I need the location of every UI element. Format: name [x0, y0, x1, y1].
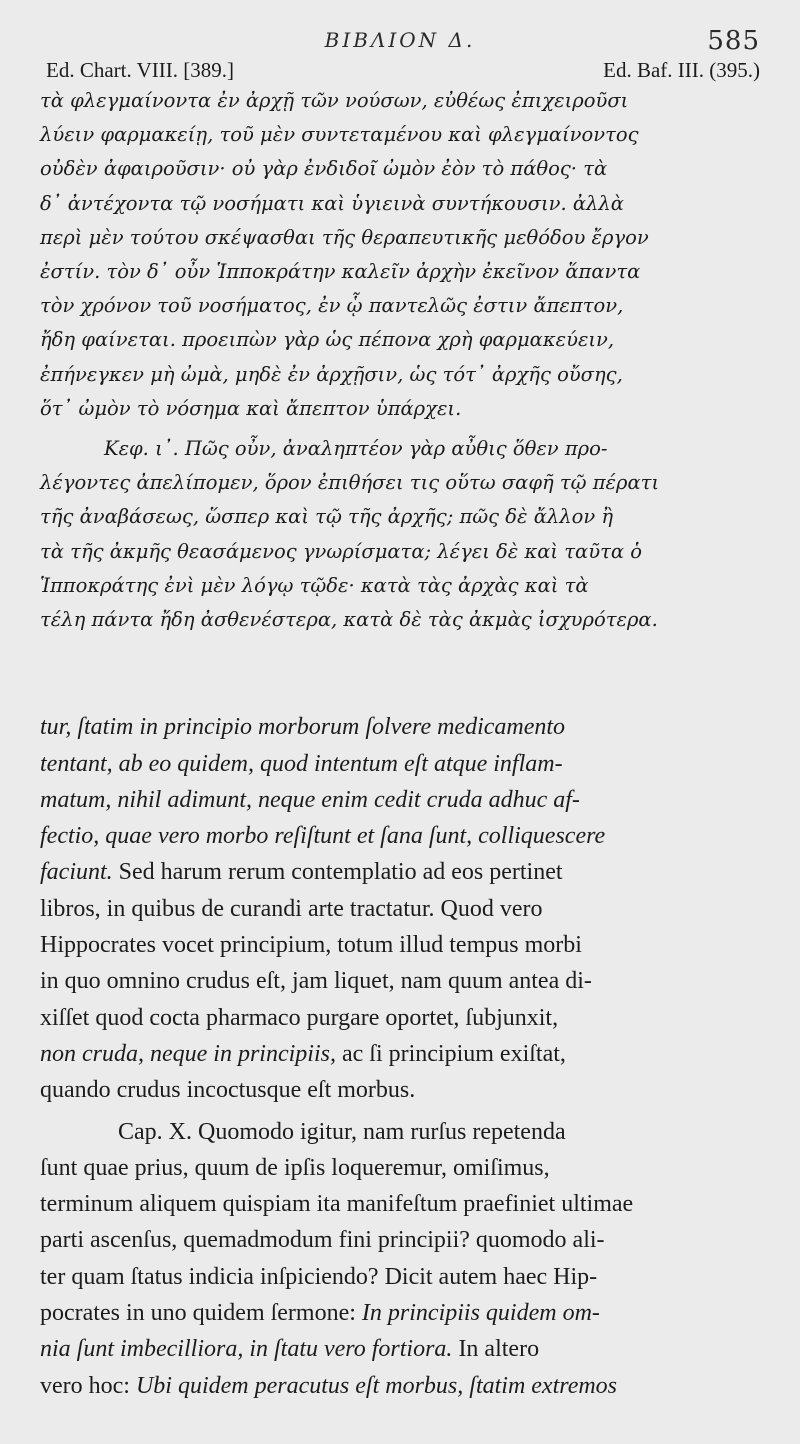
latin-line — [40, 854, 760, 890]
latin-line: tur, ſtatim in principio morborum ſolvere medicamento — [40, 714, 566, 741]
page-number: 585 — [707, 26, 760, 56]
latin-line: fectio, quae vero morbo reſiſtunt et ſana ſunt, colliquescere — [40, 823, 606, 850]
running-head — [40, 22, 760, 62]
greek-paragraph — [40, 84, 760, 426]
greek-line: τὰ τῆς ἀκμῆς θεασάμενος γνωρίσματα; λέγει δὲ καὶ ταῦτα ὁ — [40, 539, 642, 563]
latin-italic-span: In principiis quidem om- — [361, 1300, 600, 1326]
greek-chapter-10 — [40, 432, 760, 637]
latin-line: Cap. X. Quomodo igitur, nam rurſus repetenda — [118, 1118, 566, 1145]
greek-text — [40, 84, 760, 637]
latin-italic-span: Ubi quidem peracutus eſt morbus, ſtatim extremos — [135, 1372, 618, 1399]
greek-line: τῆς ἀναβάσεως, ὥσπερ καὶ τῷ τῆς ἀρχῆς; πῶς δὲ ἄλλον ἢ — [40, 505, 614, 529]
greek-line: Κεφ. ι᾽. Πῶς οὖν, ἀναληπτέον γὰρ αὖθις ὅθεν προ- — [104, 437, 608, 461]
latin-line: matum, nihil adimunt, neque enim cedit cruda adhuc af- — [40, 786, 580, 813]
latin-span: vero hoc: — [40, 1372, 136, 1399]
latin-paragraph — [40, 709, 760, 1108]
latin-chapter-10 — [40, 1114, 760, 1404]
edition-basel-reference: Ed. Baf. III. (395.) — [603, 58, 760, 82]
greek-line: Ἱπποκράτης ἐνὶ μὲν λόγῳ τῷδε· κατὰ τὰς ἀρχὰς καὶ τὰ — [40, 573, 589, 597]
greek-line: τὰ φλεγμαίνοντα ἐν ἀρχῇ τῶν νούσων, εὐθέως ἐπιχειροῦσι — [40, 89, 629, 112]
latin-italic-span: non cruda, neque in principiis, — [40, 1040, 336, 1067]
latin-line: quando crudus incoctusque eſt morbus. — [40, 1077, 416, 1104]
latin-line: parti ascenſus, quemadmodum fini principii? quomodo ali- — [40, 1227, 605, 1254]
greek-line: τὸν χρόνον τοῦ νοσήματος, ἐν ᾧ παντελῶς ἐστιν ἄπεπτον, — [40, 294, 624, 318]
greek-line: λέγοντες ἀπελίπομεν, ὅρον ἐπιθήσει τις οὕτω σαφῆ τῷ πέρατι — [40, 471, 660, 495]
latin-line: ter quam ſtatus indicia inſpiciendo? Dicit autem haec Hip- — [40, 1263, 598, 1290]
greek-line: ὅτ᾽ ὠμὸν τὸ νόσημα καὶ ἄπεπτον ὑπάρχει. — [40, 396, 462, 420]
latin-span: pocrates in uno quidem ſermone: — [40, 1300, 362, 1326]
latin-line: Hippocrates vocet principium, totum illud tempus morbi — [40, 932, 582, 959]
latin-italic-span: faciunt. — [40, 859, 113, 886]
latin-line: in quo omnino crudus eſt, jam liquet, nam quum antea di- — [40, 968, 592, 995]
greek-line: περὶ μὲν τούτου σκέψασθαι τῆς θεραπευτικῆς μεθόδου ἔργον — [40, 225, 649, 249]
greek-line: ἐπήνεγκεν μὴ ὠμὰ, μηδὲ ἐν ἀρχῇσιν, ὡς τότ᾽ ἀρχῆς οὔσης, — [40, 362, 623, 386]
greek-line: τέλη πάντα ἤδη ἀσθενέστερα, κατὰ δὲ τὰς ἀκμὰς ἰσχυρότερα. — [40, 608, 658, 632]
greek-line: ἤδη φαίνεται. προειπὼν γὰρ ὡς πέπονα χρὴ φαρμακεύειν, — [40, 328, 615, 352]
greek-line: δ᾽ ἀντέχοντα τῷ νοσήματι καὶ ὑγιεινὰ συντήκουσιν. ἀλλὰ — [40, 191, 624, 215]
edition-chart-reference: Ed. Chart. VIII. [389.] — [46, 58, 234, 82]
latin-line — [40, 1036, 760, 1072]
column-gap — [40, 637, 760, 709]
greek-line: οὐδὲν ἀφαιροῦσιν· οὐ γὰρ ἐνδιδοῖ ὠμὸν ἐὸν τὸ πάθος· τὰ — [40, 157, 608, 181]
latin-line — [40, 1295, 760, 1331]
greek-line: ἐστίν. τὸν δ᾽ οὖν Ἱπποκράτην καλεῖν ἀρχὴν ἐκεῖνον ἅπαντα — [40, 260, 641, 284]
latin-line: tentant, ab eo quidem, quod intentum eſt atque inflam- — [40, 750, 563, 777]
latin-text — [40, 709, 760, 1404]
latin-line: xiſſet quod cocta pharmaco purgare oportet, ſubjunxit, — [40, 1004, 559, 1031]
latin-line: ſunt quae prius, quum de ipſis loqueremur, omiſimus, — [40, 1154, 550, 1181]
greek-line: λύειν φαρμακείῃ, τοῦ μὲν συντεταμένου καὶ φλεγμαίνοντος — [40, 123, 639, 147]
running-title: ΒΙΒΛΙΟΝ Δ. — [324, 28, 476, 52]
latin-line — [40, 1368, 760, 1404]
latin-line — [40, 1331, 760, 1367]
latin-span: Sed harum rerum contemplatio ad eos pertinet — [112, 859, 563, 886]
latin-line: terminum aliquem quispiam ita manifeſtum praefiniet ultimae — [40, 1191, 634, 1218]
latin-italic-span: nia ſunt imbecilliora, in ſtatu vero fortiora. — [40, 1336, 453, 1363]
latin-line: libros, in quibus de curandi arte tractatur. Quod vero — [40, 895, 543, 922]
latin-span: ac ſi principium exiſtat, — [335, 1040, 566, 1067]
latin-span: In altero — [452, 1336, 540, 1363]
